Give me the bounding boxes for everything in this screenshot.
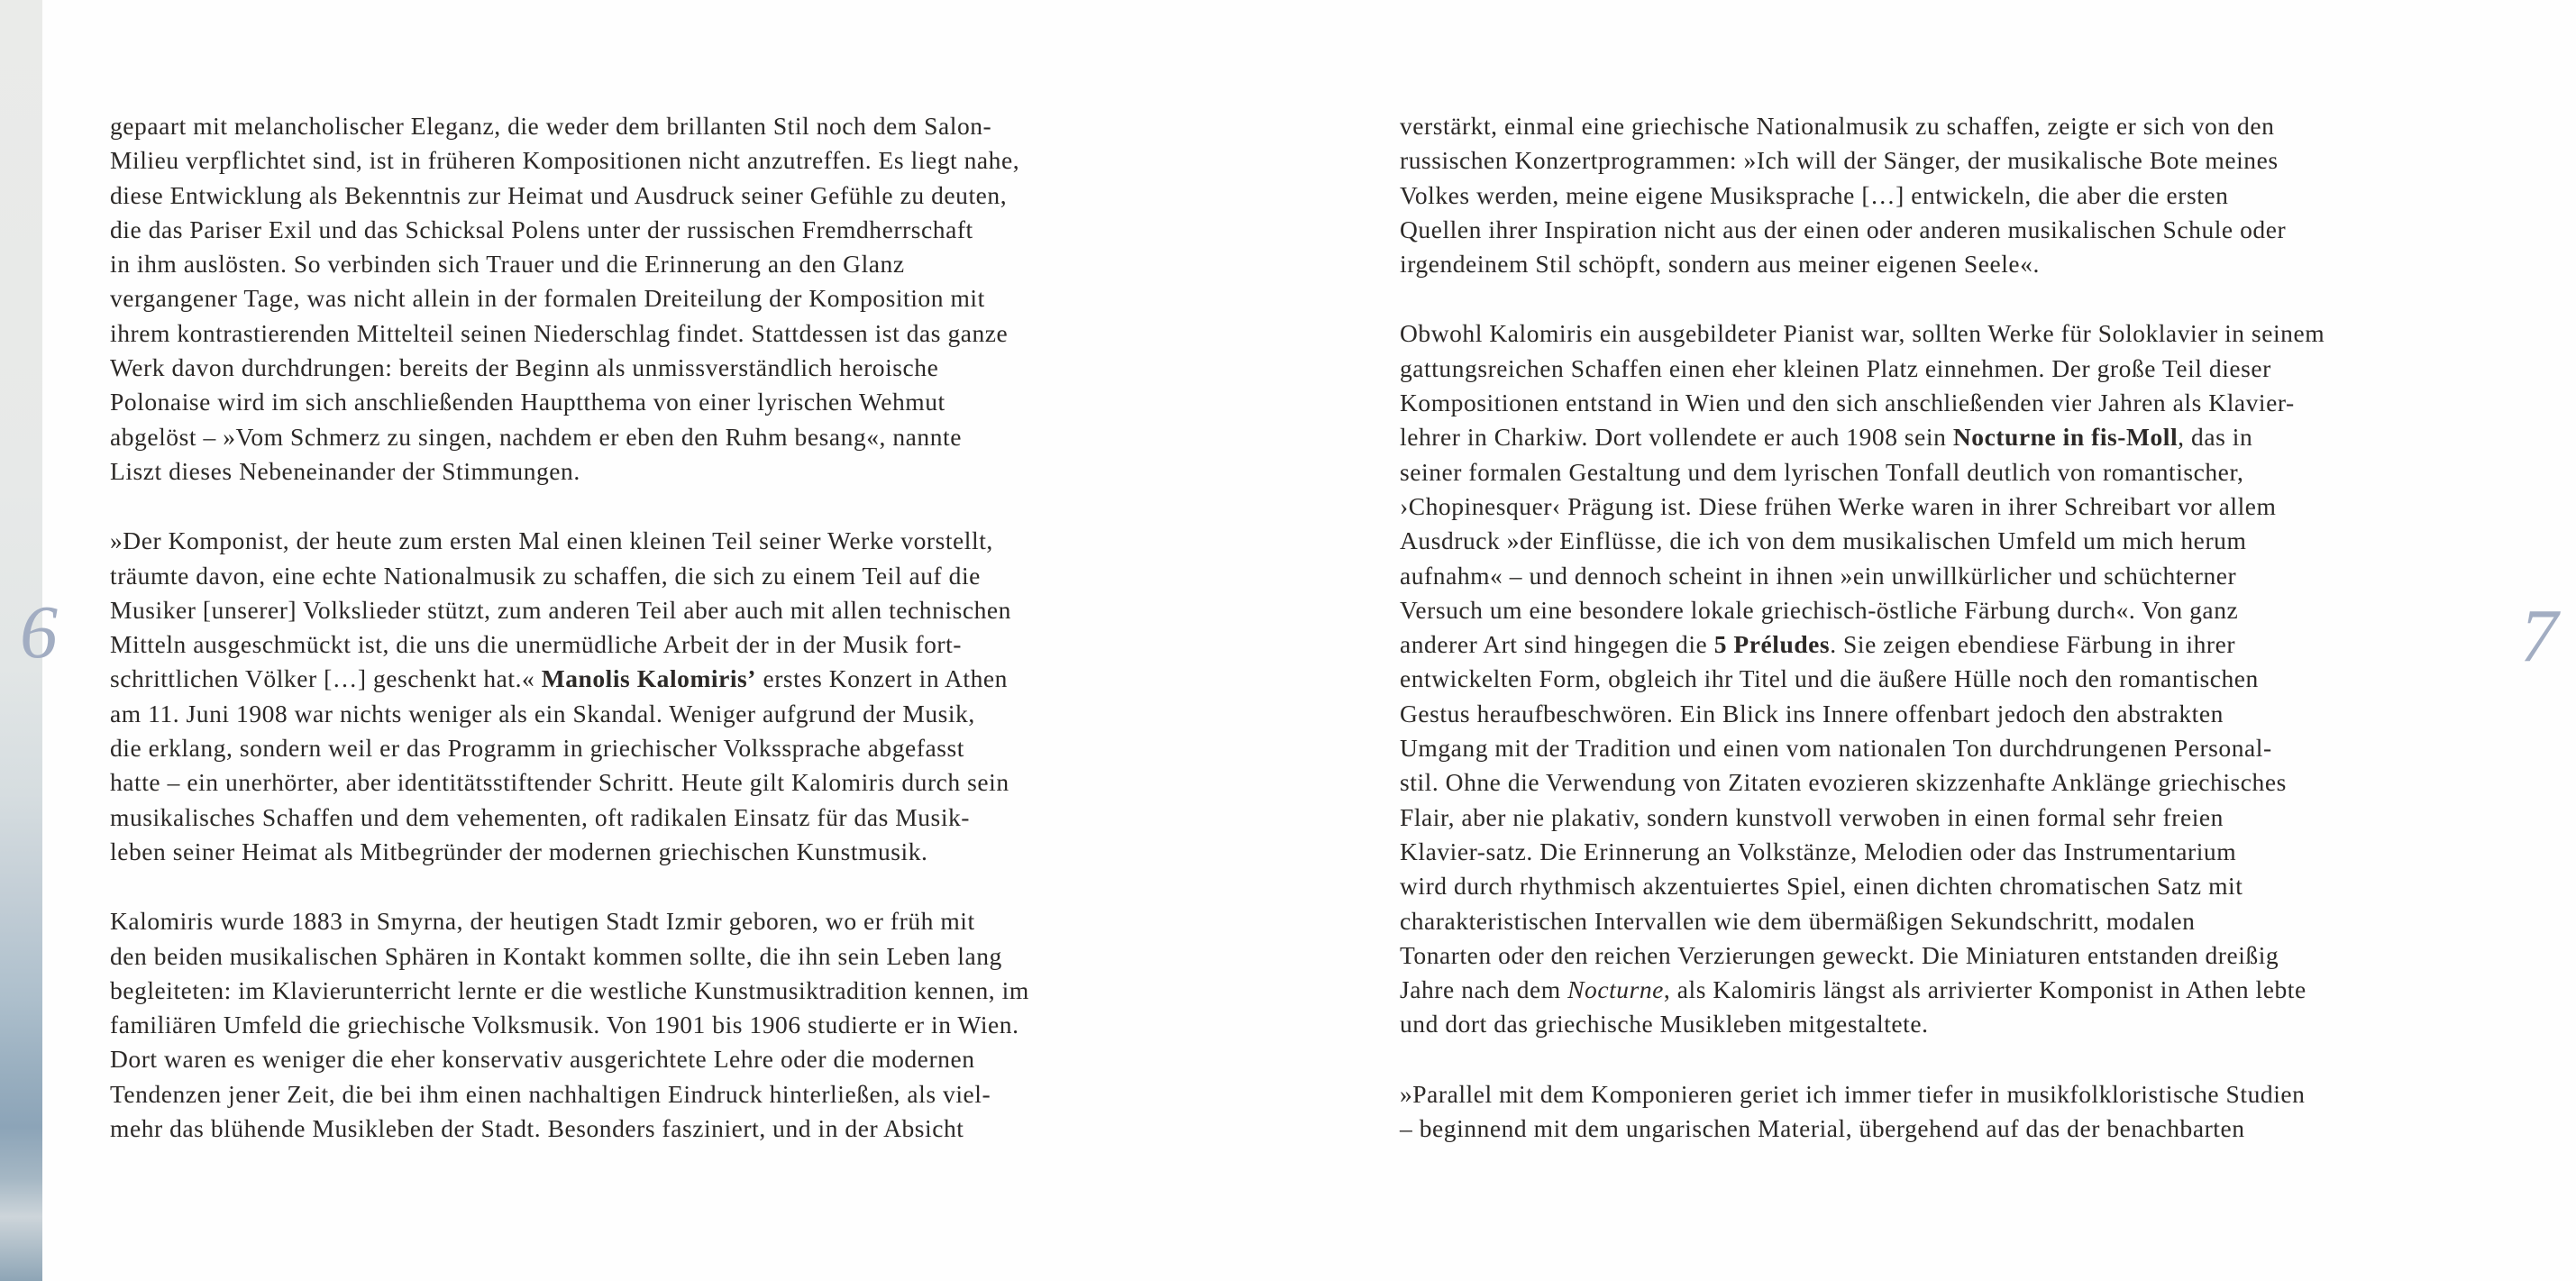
body-text: träumte davon, eine echte Nationalmusik zu schaffen, die sich zu einem Teil auf die: [110, 561, 981, 590]
body-text: »Der Komponist, der heute zum ersten Mal einen kleinen Teil seiner Werke vorstellt,: [110, 526, 993, 555]
body-text: Flair, aber nie plakativ, sondern kunstvoll verwoben in einen formal sehr freien: [1400, 802, 2224, 831]
text-line: [1400, 213, 2477, 247]
text-line: [110, 454, 1187, 489]
body-text: am 11. Juni 1908 war nichts weniger als ein Skandal. Weniger aufgrund der Musik,: [110, 699, 975, 727]
text-line: [1400, 1077, 2477, 1112]
body-text: erstes Konzert in Athen: [756, 664, 1008, 693]
body-text: den beiden musikalischen Sphären in Kontakt kommen sollte, die ihn sein Leben lang: [110, 941, 1002, 970]
body-text: ›Chopinesquer‹ Prägung ist. Diese frühen Werke waren in ihrer Schreibart vor allem: [1400, 491, 2277, 520]
text-line: [1400, 386, 2477, 420]
body-text: die das Pariser Exil und das Schicksal Polens unter der russischen Fremdherrschaft: [110, 215, 973, 243]
text-line: [110, 731, 1187, 765]
body-text: mehr das blühende Musikleben der Stadt. Besonders fasziniert, und in der Absicht: [110, 1114, 964, 1143]
text-line: [110, 1077, 1187, 1112]
page-number-left: 6: [20, 590, 58, 674]
body-text: Musiker [unserer] Volkslieder stützt, zum anderen Teil aber auch mit allen technischen: [110, 595, 1011, 624]
text-line: [110, 627, 1187, 662]
text-line: [1400, 1112, 2477, 1146]
body-text: ihrem kontrastierenden Mittelteil seinen Niederschlag findet. Stattdessen ist das ganze: [110, 318, 1009, 347]
body-text: Jahre nach dem: [1400, 975, 1568, 1004]
text-line: [110, 801, 1187, 835]
text-line: [1400, 973, 2477, 1007]
body-text: stil. Ohne die Verwendung von Zitaten evozieren skizzenhafte Anklänge griechisches: [1400, 768, 2287, 797]
bold-text: Manolis Kalomiris’: [541, 664, 757, 693]
body-text: Versuch um eine besondere lokale griechisch-östliche Färbung durch«. Von ganz: [1400, 595, 2239, 624]
body-text: Dort waren es weniger die eher konservativ ausgerichtete Lehre oder die modernen: [110, 1045, 975, 1074]
body-text: Kalomiris wurde 1883 in Smyrna, der heutigen Stadt Izmir geboren, wo er früh mit: [110, 907, 975, 936]
text-line: [1400, 593, 2477, 627]
text-line: [110, 178, 1187, 213]
body-text: familiären Umfeld die griechische Volksmusik. Von 1901 bis 1906 studierte er in Wien.: [110, 1011, 1019, 1039]
paragraph: [1400, 109, 2477, 281]
body-text: . Sie zeigen ebendiese Färbung in ihrer: [1830, 630, 2236, 659]
body-text: begleiteten: im Klavierunterricht lernte er die westliche Kunstmusiktradition kennen, im: [110, 975, 1029, 1004]
body-text: Ausdruck »der Einflüsse, die ich von dem musikalischen Umfeld um mich herum: [1400, 526, 2247, 555]
text-line: [110, 213, 1187, 247]
text-line: [110, 974, 1187, 1008]
text-line: [1400, 904, 2477, 938]
text-line: [110, 420, 1187, 454]
body-text: abgelöst – »Vom Schmerz zu singen, nachdem er eben den Ruhm besang«, nannte: [110, 422, 962, 451]
text-line: [110, 662, 1187, 696]
body-text: diese Entwicklung als Bekenntnis zur Heimat und Ausdruck seiner Gefühle zu deuten,: [110, 180, 1008, 209]
body-text: Umgang mit der Tradition und einen vom nationalen Ton durchdrungenen Personal-: [1400, 734, 2272, 763]
body-text: leben seiner Heimat als Mitbegründer der modernen griechischen Kunstmusik.: [110, 837, 928, 865]
body-text: russischen Konzertprogrammen: »Ich will der Sänger, der musikalische Bote meines: [1400, 146, 2279, 175]
body-text: , das in: [2178, 423, 2253, 452]
body-text: in ihm auslösten. So verbinden sich Trauer und die Erinnerung an den Glanz: [110, 250, 905, 279]
body-text: wird durch rhythmisch akzentuiertes Spiel, einen dichten chromatischen Satz mit: [1400, 872, 2243, 901]
paragraph: [1400, 1077, 2477, 1147]
text-line: [1400, 731, 2477, 765]
body-text: gattungsreichen Schaffen einen eher kleinen Platz einnehmen. Der große Teil dieser: [1400, 353, 2271, 382]
text-line: [1400, 352, 2477, 386]
text-line: [110, 559, 1187, 593]
body-text: hatte – ein unerhörter, aber identitätsstiftender Schritt. Heute gilt Kalomiris durch sein: [110, 768, 1009, 797]
body-text: Tonarten oder den reichen Verzierungen geweckt. Die Miniaturen entstanden dreißig: [1400, 940, 2279, 969]
text-line: [1400, 524, 2477, 558]
body-text: verstärkt, einmal eine griechische Nationalmusik zu schaffen, zeigte er sich von den: [1400, 112, 2275, 140]
paragraph: [1400, 316, 2477, 1041]
text-line: [1400, 938, 2477, 973]
body-text: lehrer in Charkiw. Dort vollendete er auch 1908 sein: [1400, 423, 1953, 452]
page-left-text-column: [110, 109, 1187, 1146]
text-line: [110, 1112, 1187, 1146]
text-line: [1400, 662, 2477, 696]
body-text: schrittlichen Völker […] geschenkt hat.«: [110, 664, 542, 693]
text-line: [110, 281, 1187, 316]
text-line: [1400, 109, 2477, 143]
text-line: [1400, 765, 2477, 800]
body-text: Volkes werden, meine eigene Musiksprache […] entwickeln, die aber die ersten: [1400, 180, 2229, 209]
body-text: seiner formalen Gestaltung und dem lyrischen Tonfall deutlich von romantischer,: [1400, 457, 2244, 486]
text-line: [110, 385, 1187, 419]
text-line: [110, 143, 1187, 178]
body-text: und dort das griechische Musikleben mitgestaltete.: [1400, 1010, 1929, 1039]
body-text: vergangener Tage, was nicht allein in der formalen Dreiteilung der Komposition mit: [110, 284, 985, 313]
text-line: [1400, 1007, 2477, 1041]
text-line: [110, 316, 1187, 351]
body-text: Klavier-satz. Die Erinnerung an Volkstänze, Melodien oder das Instrumentarium: [1400, 837, 2237, 865]
text-line: [110, 109, 1187, 143]
text-line: [110, 247, 1187, 281]
text-line: [1400, 178, 2477, 213]
body-text: die erklang, sondern weil er das Programm in griechischer Volkssprache abgefasst: [110, 734, 964, 763]
text-line: [110, 1008, 1187, 1042]
text-line: [1400, 490, 2477, 524]
text-line: [110, 835, 1187, 869]
body-text: aufnahm« – und dennoch scheint in ihnen »ein unwillkürlicher und schüchterner: [1400, 561, 2237, 590]
text-line: [1400, 247, 2477, 281]
body-text: Gestus heraufbeschwören. Ein Blick ins Innere offenbart jedoch den abstrakten: [1400, 699, 2224, 727]
body-text: charakteristischen Intervallen wie dem übermäßigen Sekundschritt, modalen: [1400, 906, 2196, 935]
body-text: anderer Art sind hingegen die: [1400, 630, 1714, 659]
body-text: Kompositionen entstand in Wien und den sich anschließenden vier Jahren als Klavier-: [1400, 389, 2295, 417]
text-line: [1400, 835, 2477, 869]
text-line: [1400, 455, 2477, 490]
body-text: Werk davon durchdrungen: bereits der Beginn als unmissverständlich heroische: [110, 353, 939, 382]
text-line: [110, 904, 1187, 938]
body-text: Obwohl Kalomiris ein ausgebildeter Pianist war, sollten Werke für Soloklavier in seinem: [1400, 319, 2325, 348]
text-line: [110, 939, 1187, 974]
body-text: , als Kalomiris längst als arrivierter Komponist in Athen lebte: [1663, 975, 2307, 1004]
text-line: [1400, 869, 2477, 903]
page-right-text-column: [1400, 109, 2477, 1146]
text-line: [1400, 559, 2477, 593]
text-line: [110, 1042, 1187, 1076]
body-text: entwickelten Form, obgleich ihr Titel und die äußere Hülle noch den romantischen: [1400, 664, 2259, 693]
text-line: [110, 524, 1187, 558]
paragraph: [110, 109, 1187, 489]
body-text: Tendenzen jener Zeit, die bei ihm einen nachhaltigen Eindruck hinterließen, als viel-: [110, 1079, 991, 1108]
text-line: [1400, 801, 2477, 835]
paragraph: [110, 904, 1187, 1146]
page-number-right: 7: [2520, 594, 2558, 678]
body-text: Liszt dieses Nebeneinander der Stimmungen.: [110, 456, 580, 485]
text-line: [110, 351, 1187, 385]
body-text: Milieu verpflichtet sind, ist in früheren Kompositionen nicht anzutreffen. Es liegt nahe,: [110, 146, 1020, 175]
italic-text: Nocturne: [1567, 975, 1664, 1004]
text-line: [110, 697, 1187, 731]
body-text: Polonaise wird im sich anschließenden Hauptthema von einer lyrischen Wehmut: [110, 388, 945, 416]
bold-text: Nocturne in fis-Moll: [1952, 423, 2179, 452]
text-line: [1400, 143, 2477, 178]
body-text: – beginnend mit dem ungarischen Material, übergehend auf das der benachbarten: [1400, 1114, 2245, 1143]
body-text: gepaart mit melancholischer Eleganz, die weder dem brillanten Stil noch dem Salon-: [110, 112, 992, 140]
body-text: Quellen ihrer Inspiration nicht aus der einen oder anderen musikalischen Schule oder: [1400, 215, 2287, 243]
text-line: [1400, 697, 2477, 731]
paragraph: [110, 524, 1187, 869]
body-text: irgendeinem Stil schöpft, sondern aus meiner eigenen Seele«.: [1400, 250, 2040, 279]
text-line: [110, 765, 1187, 800]
body-text: »Parallel mit dem Komponieren geriet ich immer tiefer in musikfolkloristische Studien: [1400, 1079, 2306, 1108]
text-line: [1400, 420, 2477, 454]
text-line: [1400, 627, 2477, 662]
text-line: [110, 593, 1187, 627]
bold-text: 5 Préludes: [1713, 630, 1831, 659]
body-text: Mitteln ausgeschmückt ist, die uns die unermüdliche Arbeit der in der Musik fort-: [110, 630, 962, 659]
body-text: musikalisches Schaffen und dem vehementen, oft radikalen Einsatz für das Musik-: [110, 802, 971, 831]
text-line: [1400, 316, 2477, 351]
